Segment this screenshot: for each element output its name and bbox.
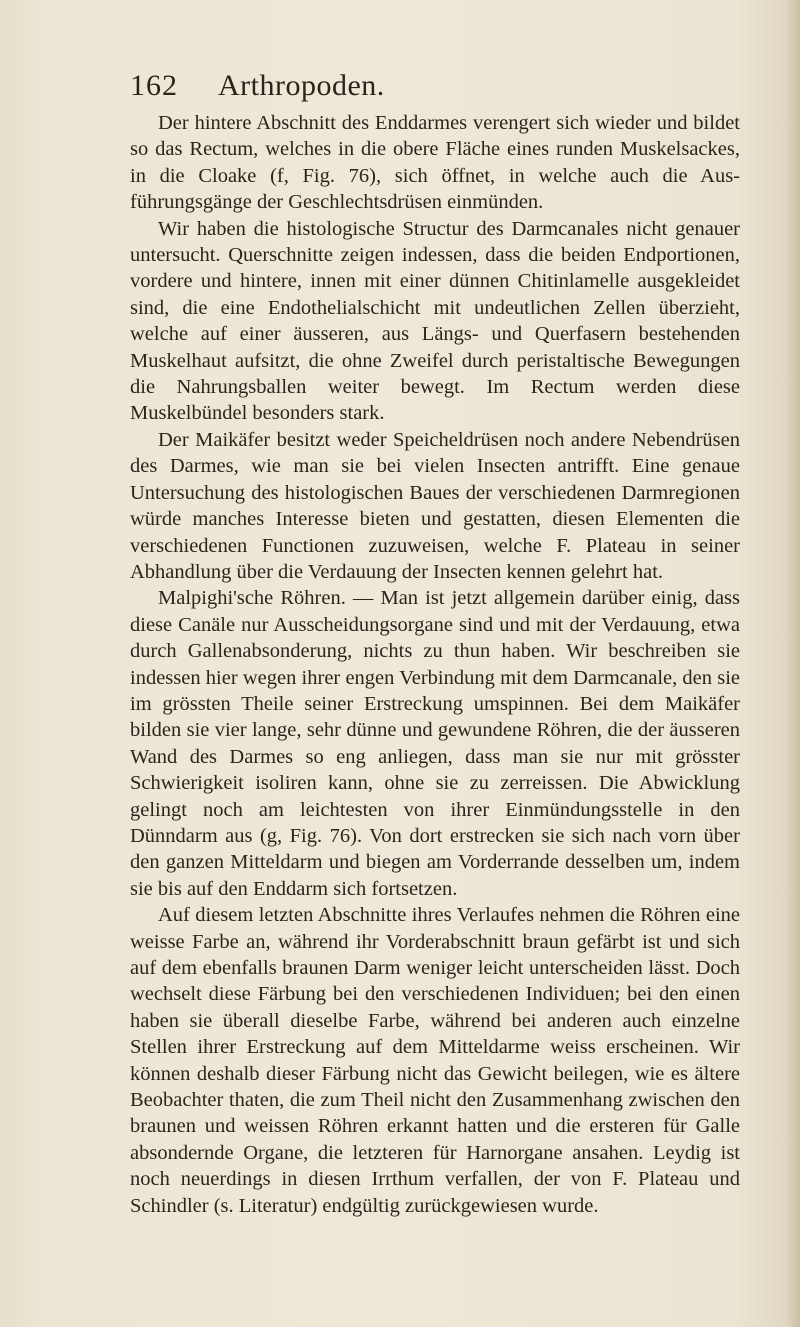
paragraph-rectum: Der hintere Abschnitt des Enddarmes verengert sich wieder und bildet so das Rectum, welches in die obere Fläche eines runden Muskelsackes, in die Cloake (f, Fig. 76), sich öffnet, in welche auch die Ausführungsgänge der Geschlechtsdrüsen einmünden. (130, 112, 740, 214)
page-number: 162 (130, 69, 178, 102)
running-header (130, 66, 730, 106)
paragraph-malpighian-tubes: Malpighi'sche Röhren. — Man ist jetzt allgemein darüber einig, dass diese Canäle nur Ausscheidungsorgane sind und mit der Verdauung, etwa durch Gallenabsonderung, nichts zu thun haben. Wir beschreiben sie indessen hier wegen ihrer engen Verbindung mit dem Darmcanale, den sie im grössten Theile seiner Erstreckung umspinnen. Bei dem Maikäfer bilden sie vier lange, sehr dünne und gewundene Röhren, die der äusseren Wand des Darmes so eng anliegen, dass man sie nur mit grösster Schwierigkeit isoliren kann, ohne sie zu zerreissen. Die Abwicklung gelingt noch am leichtesten von ihrer Einmündungsstelle in den Dünndarm aus (g, Fig. 76). Von dort erstrecken sie sich nach vorn über den ganzen Mitteldarm und biegen am Vorderrande desselben um, indem sie bis auf den Enddarm sich fortsetzen. (130, 587, 740, 900)
paragraph-coloration: Auf diesem letzten Abschnitte ihres Verlaufes nehmen die Röhren eine weisse Farbe an, während ihr Vorderabschnitt braun gefärbt ist und sich auf dem ebenfalls braunen Darm weniger leicht unterscheiden lässt. Doch wechselt diese Färbung bei den verschiedenen Individuen; bei den einen haben sie überall dieselbe Farbe, während bei anderen auch einzelne Stellen ihrer Erstreckung auf dem Mitteldarme weiss erscheinen. Wir können deshalb dieser Färbung nicht das Gewicht beilegen, wie es ältere Beobachter thaten, die zum Theil nicht den Zusammenhang zwischen den braunen und weissen Röhren erkannt hatten und die ersteren für Galle absondernde Organe, die letzteren für Harnorgane ansahen. Leydig ist noch neuerdings in diesen Irrthum verfallen, der von F. Plateau und Schindler (s. Literatur) endgültig zurückgewiesen wurde. (130, 904, 740, 1217)
body-text (130, 110, 740, 1219)
page-edge-shadow (786, 0, 800, 1327)
running-title: Arthropoden. (218, 69, 385, 102)
paragraph-glands: Der Maikäfer besitzt weder Speicheldrüsen noch andere Nebendrüsen des Darmes, wie man sie bei vielen Insecten antrifft. Eine genaue Untersuchung des histologischen Baues der verschiedenen Darmregionen würde manches Interesse bieten und gestatten, diesen Elementen die verschiedenen Functionen zuzuweisen, welche F. Plateau in seiner Abhandlung über die Verdauung der Insecten kennen gelehrt hat. (130, 428, 740, 583)
paragraph-histology: Wir haben die histologische Structur des Darmcanales nicht genauer untersucht. Querschnitte zeigen indessen, dass die beiden Endportionen, vordere und hintere, innen mit einer dünnen Chitinlamelle ausgekleidet sind, die eine Endothelialschicht mit undeutlichen Zellen überzieht, welche auf einer äusseren, aus Längs- und Querfasern bestehenden Muskelhaut aufsitzt, die ohne Zweifel durch peristaltische Bewegungen die Nahrungsballen weiter bewegt. Im Rectum werden diese Muskelbündel besonders stark. (130, 217, 740, 425)
